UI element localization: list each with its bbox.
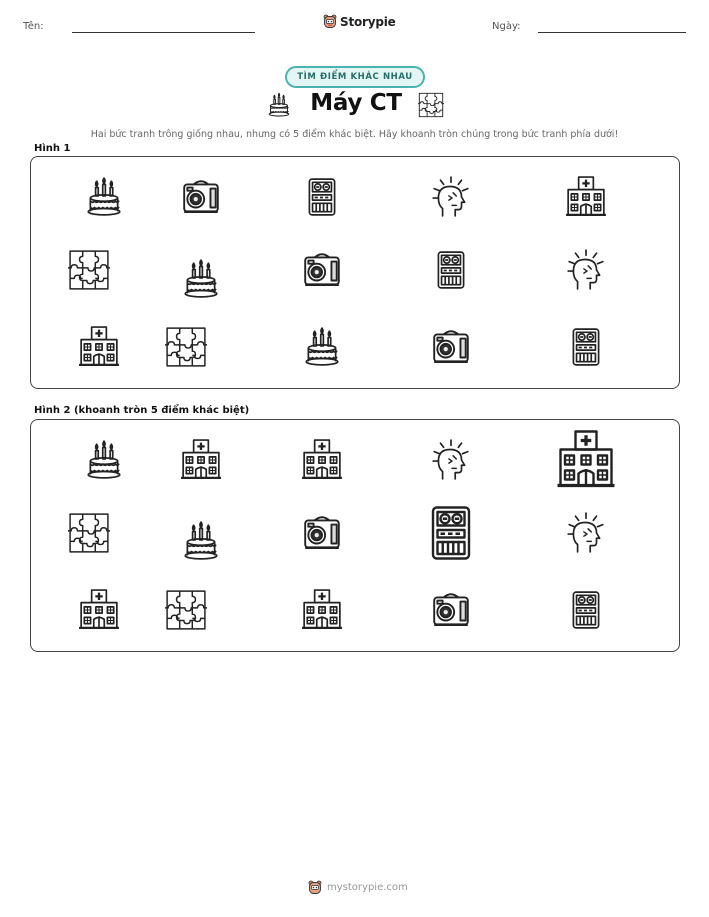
picture1-camera-icon-2[interactable] <box>180 176 222 218</box>
picture2-ct-machine-icon-9[interactable] <box>421 503 481 563</box>
picture2-puzzle-icon-12[interactable] <box>165 589 207 631</box>
picture1-hospital-icon-5[interactable] <box>565 176 607 218</box>
picture1-puzzle-icon-12[interactable] <box>165 326 207 368</box>
picture2-hospital-icon-3[interactable] <box>301 439 343 481</box>
picture1-camera-icon-8[interactable] <box>301 249 343 291</box>
picture2-head-idea-icon-4[interactable] <box>430 439 472 481</box>
date-line <box>538 32 686 33</box>
name-line <box>72 32 255 33</box>
picture2-head-idea-icon-10[interactable] <box>565 512 607 554</box>
picture2-camera-icon-8[interactable] <box>301 512 343 554</box>
picture2-hospital-icon-2[interactable] <box>180 439 222 481</box>
footer-site: mystorypie.com <box>327 882 408 893</box>
picture2-panel <box>30 419 680 652</box>
title-cake-icon <box>266 92 292 122</box>
picture2-label: Hình 2 (khoanh tròn 5 điểm khác biệt) <box>34 405 250 416</box>
picture1-cake-icon-13[interactable] <box>301 326 343 368</box>
activity-badge: TÌM ĐIỂM KHÁC NHAU <box>285 66 425 88</box>
picture1-ct-machine-icon-15[interactable] <box>565 326 607 368</box>
page-title: Máy CT <box>310 90 402 116</box>
picture1-panel <box>30 156 680 389</box>
picture1-head-idea-icon-10[interactable] <box>565 249 607 291</box>
picture2-puzzle-icon-6[interactable] <box>68 512 110 554</box>
date-label: Ngày: <box>492 21 521 32</box>
picture1-cake-icon-1[interactable] <box>83 176 125 218</box>
storypie-mascot-icon <box>323 14 337 29</box>
picture1-label: Hình 1 <box>34 143 71 154</box>
picture2-hospital-icon-13[interactable] <box>301 589 343 631</box>
picture2-hospital-icon-5[interactable] <box>556 430 616 490</box>
brand-name: Storypie <box>340 14 396 29</box>
brand-logo <box>323 14 396 29</box>
footer <box>308 880 408 895</box>
picture1-ct-machine-icon-3[interactable] <box>301 176 343 218</box>
picture2-cake-icon-7[interactable] <box>180 520 222 562</box>
picture2-ct-machine-icon-15[interactable] <box>565 589 607 631</box>
picture2-cake-icon-1[interactable] <box>83 439 125 481</box>
picture2-camera-icon-14[interactable] <box>430 589 472 631</box>
storypie-mascot-icon <box>308 880 322 895</box>
picture1-hospital-icon-11[interactable] <box>78 326 120 368</box>
name-label: Tên: <box>23 21 44 32</box>
picture1-ct-machine-icon-9[interactable] <box>430 249 472 291</box>
picture1-puzzle-icon-6[interactable] <box>68 249 110 291</box>
instructions: Hai bức tranh trông giống nhau, nhưng có 5 điểm khác biệt. Hãy khoanh tròn chúng trong bức tranh phía dưới! <box>90 129 619 140</box>
picture1-cake-icon-7[interactable] <box>180 258 222 300</box>
picture2-hospital-icon-11[interactable] <box>78 589 120 631</box>
title-puzzle-icon <box>418 92 444 122</box>
picture1-head-idea-icon-4[interactable] <box>430 176 472 218</box>
picture1-camera-icon-14[interactable] <box>430 326 472 368</box>
